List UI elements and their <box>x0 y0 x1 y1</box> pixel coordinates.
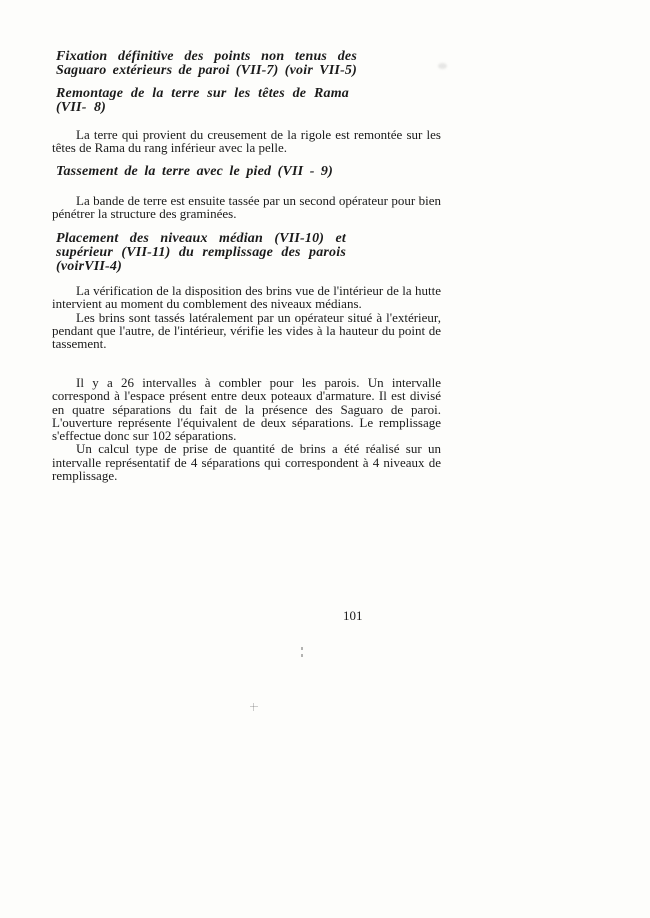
heading-line: Placement des niveaux médian (VII-10) et <box>56 231 346 246</box>
heading-line: Tassement de la terre avec le pied (VII - 9) <box>56 164 333 179</box>
heading-line: Fixation définitive des points non tenus des <box>56 49 357 64</box>
section-heading-fixation <box>56 50 357 78</box>
section-heading-tassement <box>56 165 333 179</box>
scan-artifact-plus <box>250 703 258 711</box>
scan-artifact-colon <box>301 647 303 659</box>
section-heading-remontage <box>56 87 349 115</box>
paragraph: Il y a 26 intervalles à combler pour les parois. Un intervalle correspond à l'espace présent entre deux poteaux d'armature. Il est divisé en quatre séparations du fait de la présence des Saguaro de paroi. L'ouverture représente l'équivalent de deux séparations. Le remplissage s'effectue donc sur 102 séparations. <box>52 375 441 444</box>
section-placement-body-1 <box>52 284 441 350</box>
heading-line: supérieur (VII-11) du remplissage des parois <box>56 245 346 260</box>
heading-line: (VII- 8) <box>56 100 107 115</box>
page-number: 101 <box>343 608 363 623</box>
heading-line: Saguaro extérieurs de paroi (VII-7) (voir VII-5) <box>56 63 357 78</box>
heading-line: Remontage de la terre sur les têtes de Rama <box>56 86 349 101</box>
scan-artifact-smudge <box>438 63 447 69</box>
paragraph: Les brins sont tassés latéralement par un opérateur situé à l'extérieur, pendant que l'autre, de l'intérieur, vérifie les vides à la hauteur du point de tassement. <box>52 309 441 352</box>
heading-line: (voirVII-4) <box>56 259 122 274</box>
paragraph: Un calcul type de prise de quantité de brins a été réalisé sur un intervalle représentatif de 4 séparations qui correspondent à 4 niveaux de remplissage. <box>52 441 441 484</box>
section-heading-placement <box>56 232 346 274</box>
section-remontage-body <box>52 128 441 155</box>
section-placement-body-2 <box>52 376 441 482</box>
section-tassement-body <box>52 194 441 221</box>
paragraph: La vérification de la disposition des brins vue de l'intérieur de la hutte intervient au moment du comblement des niveaux médians. <box>52 283 441 312</box>
paragraph: La terre qui provient du creusement de la rigole est remontée sur les têtes de Rama du rang inférieur avec la pelle. <box>52 127 441 156</box>
paragraph: La bande de terre est ensuite tassée par un second opérateur pour bien pénétrer la structure des graminées. <box>52 193 441 222</box>
